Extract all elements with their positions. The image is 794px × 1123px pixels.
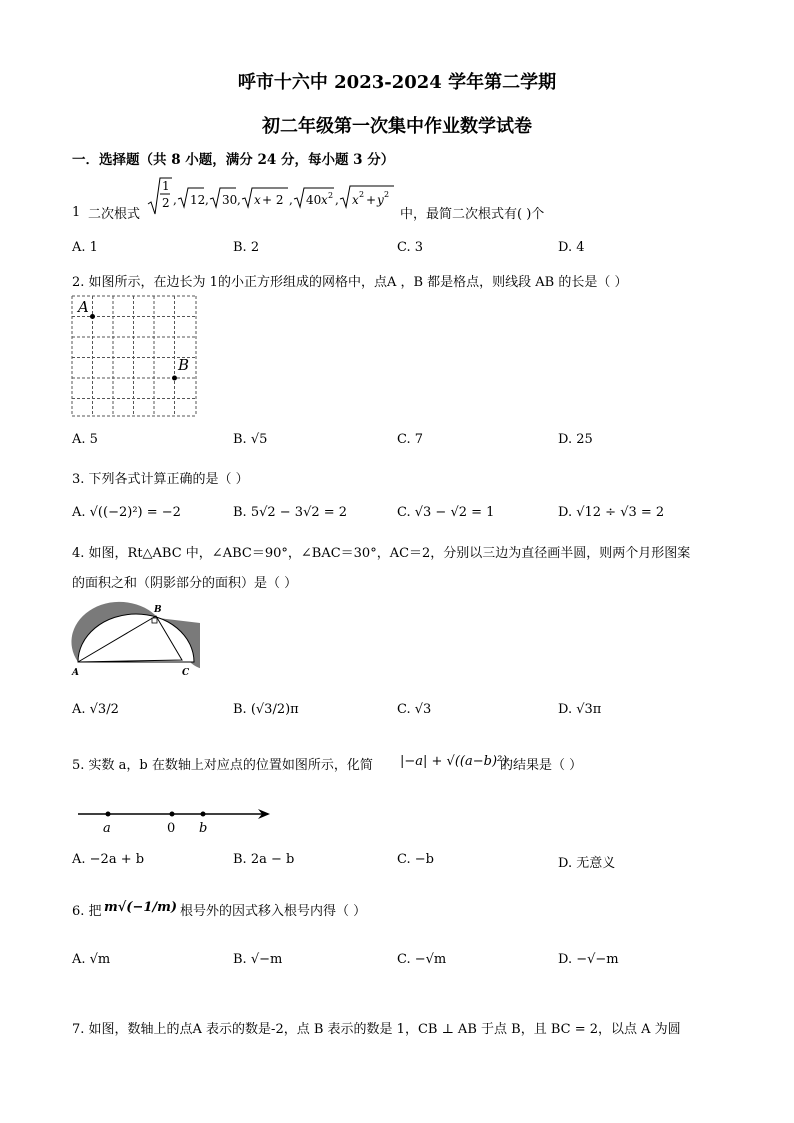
q5-label-a: a — [103, 821, 111, 836]
q6-text-b: 根号外的因式移入根号内得（ ） — [180, 904, 367, 919]
q5-option-d[interactable]: D. 无意义 — [558, 856, 616, 871]
q2-grid-figure — [70, 294, 200, 418]
svg-text:2: 2 — [359, 190, 365, 199]
q5-point-0 — [170, 812, 175, 817]
section-heading: 一．选择题（共 8 小题，满分 24 分，每小题 3 分） — [72, 152, 395, 168]
q4-option-b[interactable]: B. (√3/2)π — [233, 702, 299, 717]
q2-option-d[interactable]: D. 25 — [558, 432, 593, 447]
svg-text:2: 2 — [328, 191, 334, 200]
q5-expression: |−a| + √((a−b)²) — [400, 754, 508, 769]
q6-option-d[interactable]: D. −√−m — [558, 952, 619, 967]
q4-label-b: B — [154, 605, 162, 615]
q4-lunes-figure — [70, 598, 200, 678]
q1-radicals — [146, 174, 396, 218]
q5-label-b: b — [199, 821, 208, 836]
q1-tail: 中，最简二次根式有( )个 — [400, 207, 545, 222]
q4-label-a: A — [72, 668, 79, 678]
q6-option-b[interactable]: B. √−m — [233, 952, 283, 967]
q2-option-b[interactable]: B. √5 — [233, 432, 268, 447]
svg-text:,: , — [289, 193, 293, 207]
svg-text:,: , — [173, 193, 177, 207]
q5-label-0: 0 — [167, 821, 176, 836]
q6-expression: m√(−1/m) — [104, 900, 178, 915]
q6-option-c[interactable]: C. −√m — [397, 952, 447, 967]
q5-number-line — [70, 800, 280, 840]
q1-item-1-den: 2 — [162, 196, 170, 210]
q6-option-a[interactable]: A. √m — [72, 952, 111, 967]
q2-point-b — [172, 376, 177, 381]
q1-number: 1 — [72, 205, 81, 220]
q5-option-a[interactable]: A. −2a + b — [72, 852, 145, 867]
q5-text-a: 5. 实数 a，b 在数轴上对应点的位置如图所示，化简 — [72, 758, 373, 773]
q1-lead: 二次根式 — [88, 207, 141, 222]
exam-title-line2: 初二年级第一次集中作业数学试卷 — [262, 116, 532, 137]
svg-text:2: 2 — [384, 190, 390, 199]
q1-option-d[interactable]: D. 4 — [558, 240, 585, 255]
q1-option-a[interactable]: A. 1 — [72, 240, 98, 255]
q2-label-b: B — [178, 356, 190, 374]
q4-option-d[interactable]: D. √3π — [558, 702, 602, 717]
q1-radical-expressions — [146, 174, 396, 218]
svg-text:x: x — [321, 193, 328, 207]
svg-text:x: x — [254, 193, 261, 207]
q4-text-line1: 4. 如图，Rt△ABC 中，∠ABC＝90°，∠BAC＝30°，AC＝2，分别以三边为直径画半圆，则两个月形图案 — [72, 546, 691, 561]
svg-text:40: 40 — [306, 193, 322, 207]
svg-text:+ 2: + 2 — [262, 193, 284, 207]
svg-text:x: x — [352, 193, 359, 207]
q2-text: 2. 如图所示，在边长为 1的小正方形组成的网格中，点A ，B 都是格点，则线段 AB 的长是（ ） — [72, 275, 628, 290]
q5-option-c[interactable]: C. −b — [397, 852, 434, 867]
svg-text:,: , — [205, 193, 209, 207]
q2-label-a: A — [78, 298, 89, 316]
q4-option-c[interactable]: C. √3 — [397, 702, 432, 717]
q3-text: 3. 下列各式计算正确的是（ ） — [72, 472, 249, 487]
svg-text:30: 30 — [222, 193, 238, 207]
q3-option-d[interactable]: D. √12 ÷ √3 = 2 — [558, 505, 665, 520]
q3-option-b[interactable]: B. 5√2 − 3√2 = 2 — [233, 505, 348, 520]
q7-text: 7. 如图，数轴上的点A 表示的数是-2，点 B 表示的数是 1，CB ⊥ AB 于点 B，且 BC = 2，以点 A 为圆 — [72, 1022, 681, 1037]
q1-option-c[interactable]: C. 3 — [397, 240, 424, 255]
q3-option-c[interactable]: C. √3 − √2 = 1 — [397, 505, 495, 520]
q4-text-line2: 的面积之和（阴影部分的面积）是（ ） — [72, 576, 298, 591]
q1-item-1-num: 1 — [162, 179, 170, 193]
q5-point-b — [201, 812, 206, 817]
q4-option-a[interactable]: A. √3/2 — [72, 702, 119, 717]
svg-text:12: 12 — [190, 193, 206, 207]
svg-text:,: , — [237, 193, 241, 207]
exam-title-line1: 呼市十六中 2023-2024 学年第二学期 — [237, 72, 557, 93]
q5-option-b[interactable]: B. 2a − b — [233, 852, 295, 867]
q5-point-a — [106, 812, 111, 817]
q2-option-a[interactable]: A. 5 — [72, 432, 98, 447]
q6-text-a: 6. 把 — [72, 904, 102, 919]
q4-label-c: C — [182, 668, 190, 678]
q2-option-c[interactable]: C. 7 — [397, 432, 424, 447]
q5-text-b: 的结果是（ ） — [500, 758, 583, 773]
svg-text:+: + — [366, 193, 377, 207]
q2-point-a — [90, 314, 95, 319]
svg-text:y: y — [377, 193, 384, 207]
q3-option-a[interactable]: A. √((−2)²) = −2 — [72, 505, 181, 520]
q1-option-b[interactable]: B. 2 — [233, 240, 260, 255]
svg-text:,: , — [335, 193, 339, 207]
